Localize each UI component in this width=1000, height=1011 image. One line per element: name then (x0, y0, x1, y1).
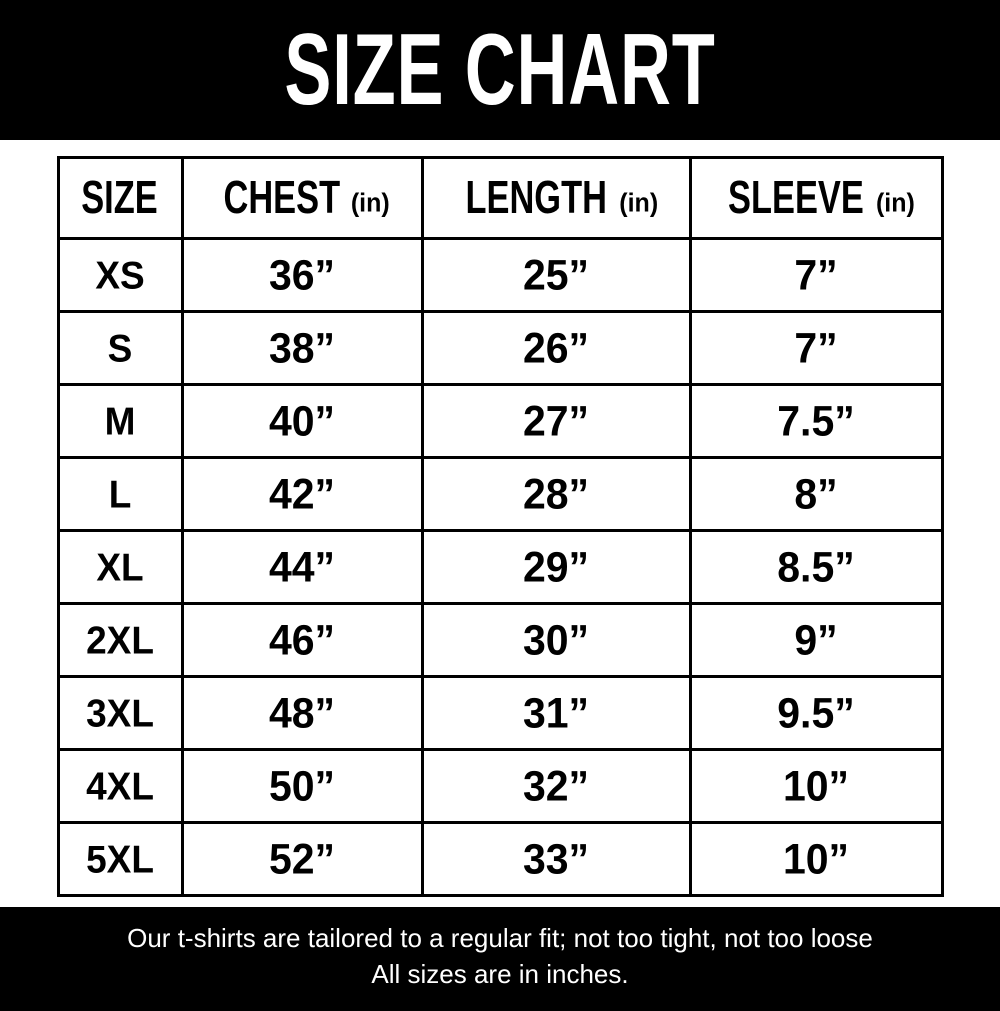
footer-banner (0, 907, 1000, 1011)
cell-length (422, 385, 690, 458)
cell-size (58, 750, 182, 823)
table-row (58, 531, 942, 604)
cell-size (58, 677, 182, 750)
column-header-length-unit: (in) (619, 188, 659, 218)
cell-length (422, 750, 690, 823)
size-table-container (0, 140, 1000, 907)
size-chart-table (57, 156, 944, 897)
cell-length-value: 26” (522, 323, 590, 372)
cell-size (58, 239, 182, 312)
cell-sleeve (690, 312, 942, 385)
cell-sleeve-value: 7” (794, 323, 838, 372)
column-header-size (58, 158, 182, 239)
cell-length (422, 677, 690, 750)
table-header-row (58, 158, 942, 239)
footer-note-fit: Our t-shirts are tailored to a regular fit; not too tight, not too loose (127, 923, 873, 953)
cell-size-value: XL (96, 545, 144, 589)
table-row (58, 604, 942, 677)
cell-chest (182, 385, 422, 458)
cell-length-value: 29” (522, 542, 590, 591)
cell-chest-value: 38” (268, 323, 336, 372)
table-body (58, 239, 942, 896)
cell-chest (182, 312, 422, 385)
header-banner (0, 0, 1000, 140)
column-header-sleeve-label: SLEEVE (728, 172, 864, 224)
cell-chest-value: 52” (268, 834, 336, 883)
cell-chest-value: 44” (268, 542, 336, 591)
cell-length (422, 458, 690, 531)
cell-sleeve-value: 10” (782, 834, 850, 883)
cell-chest-value: 50” (268, 761, 336, 810)
column-header-length-label: LENGTH (465, 172, 607, 224)
column-header-size-label: SIZE (81, 172, 158, 224)
cell-size (58, 458, 182, 531)
table-row (58, 458, 942, 531)
cell-size-value: 5XL (86, 837, 154, 881)
column-header-chest-label: CHEST (223, 172, 341, 224)
cell-sleeve-value: 9” (794, 615, 838, 664)
cell-chest-value: 42” (268, 469, 336, 518)
cell-size-value: 4XL (86, 764, 154, 808)
table-row (58, 312, 942, 385)
column-header-sleeve (690, 158, 942, 239)
cell-size (58, 604, 182, 677)
cell-length-value: 27” (522, 396, 590, 445)
cell-chest (182, 677, 422, 750)
cell-sleeve-value: 10” (782, 761, 850, 810)
cell-chest-value: 40” (268, 396, 336, 445)
cell-chest (182, 823, 422, 896)
table-header (58, 158, 942, 239)
cell-sleeve-value: 7” (794, 250, 838, 299)
cell-length-value: 33” (522, 834, 590, 883)
cell-chest (182, 750, 422, 823)
cell-chest (182, 531, 422, 604)
cell-length (422, 312, 690, 385)
footer-note-units: All sizes are in inches. (371, 958, 629, 989)
cell-sleeve (690, 750, 942, 823)
cell-chest (182, 458, 422, 531)
table-row (58, 823, 942, 896)
column-header-chest-unit: (in) (350, 188, 390, 218)
cell-sleeve (690, 385, 942, 458)
table-row (58, 750, 942, 823)
cell-length-value: 30” (522, 615, 590, 664)
cell-length (422, 531, 690, 604)
cell-size-value: 2XL (86, 618, 154, 662)
column-header-sleeve-unit: (in) (875, 188, 915, 218)
cell-chest (182, 239, 422, 312)
cell-length (422, 239, 690, 312)
cell-sleeve (690, 458, 942, 531)
cell-chest-value: 46” (268, 615, 336, 664)
cell-chest-value: 36” (268, 250, 336, 299)
cell-sleeve (690, 604, 942, 677)
cell-size-value: M (104, 399, 136, 443)
cell-size (58, 385, 182, 458)
cell-size-value: XS (95, 253, 145, 297)
cell-size-value: 3XL (86, 691, 154, 735)
cell-chest (182, 604, 422, 677)
cell-length-value: 28” (522, 469, 590, 518)
table-row (58, 677, 942, 750)
cell-size-value: S (107, 326, 133, 370)
table-row (58, 239, 942, 312)
cell-length-value: 25” (522, 250, 590, 299)
cell-sleeve-value: 8” (794, 469, 838, 518)
column-header-length (422, 158, 690, 239)
cell-size-value: L (108, 472, 132, 516)
cell-length (422, 823, 690, 896)
cell-sleeve-value: 9.5” (777, 688, 855, 737)
cell-length-value: 31” (522, 688, 590, 737)
cell-length-value: 32” (522, 761, 590, 810)
cell-size (58, 823, 182, 896)
column-header-chest (182, 158, 422, 239)
cell-sleeve (690, 677, 942, 750)
table-row (58, 385, 942, 458)
cell-sleeve-value: 7.5” (777, 396, 855, 445)
cell-chest-value: 48” (268, 688, 336, 737)
cell-length (422, 604, 690, 677)
page-title: SIZE CHART (284, 13, 716, 127)
cell-sleeve (690, 823, 942, 896)
cell-sleeve (690, 239, 942, 312)
cell-size (58, 312, 182, 385)
cell-sleeve (690, 531, 942, 604)
cell-size (58, 531, 182, 604)
cell-sleeve-value: 8.5” (777, 542, 855, 591)
